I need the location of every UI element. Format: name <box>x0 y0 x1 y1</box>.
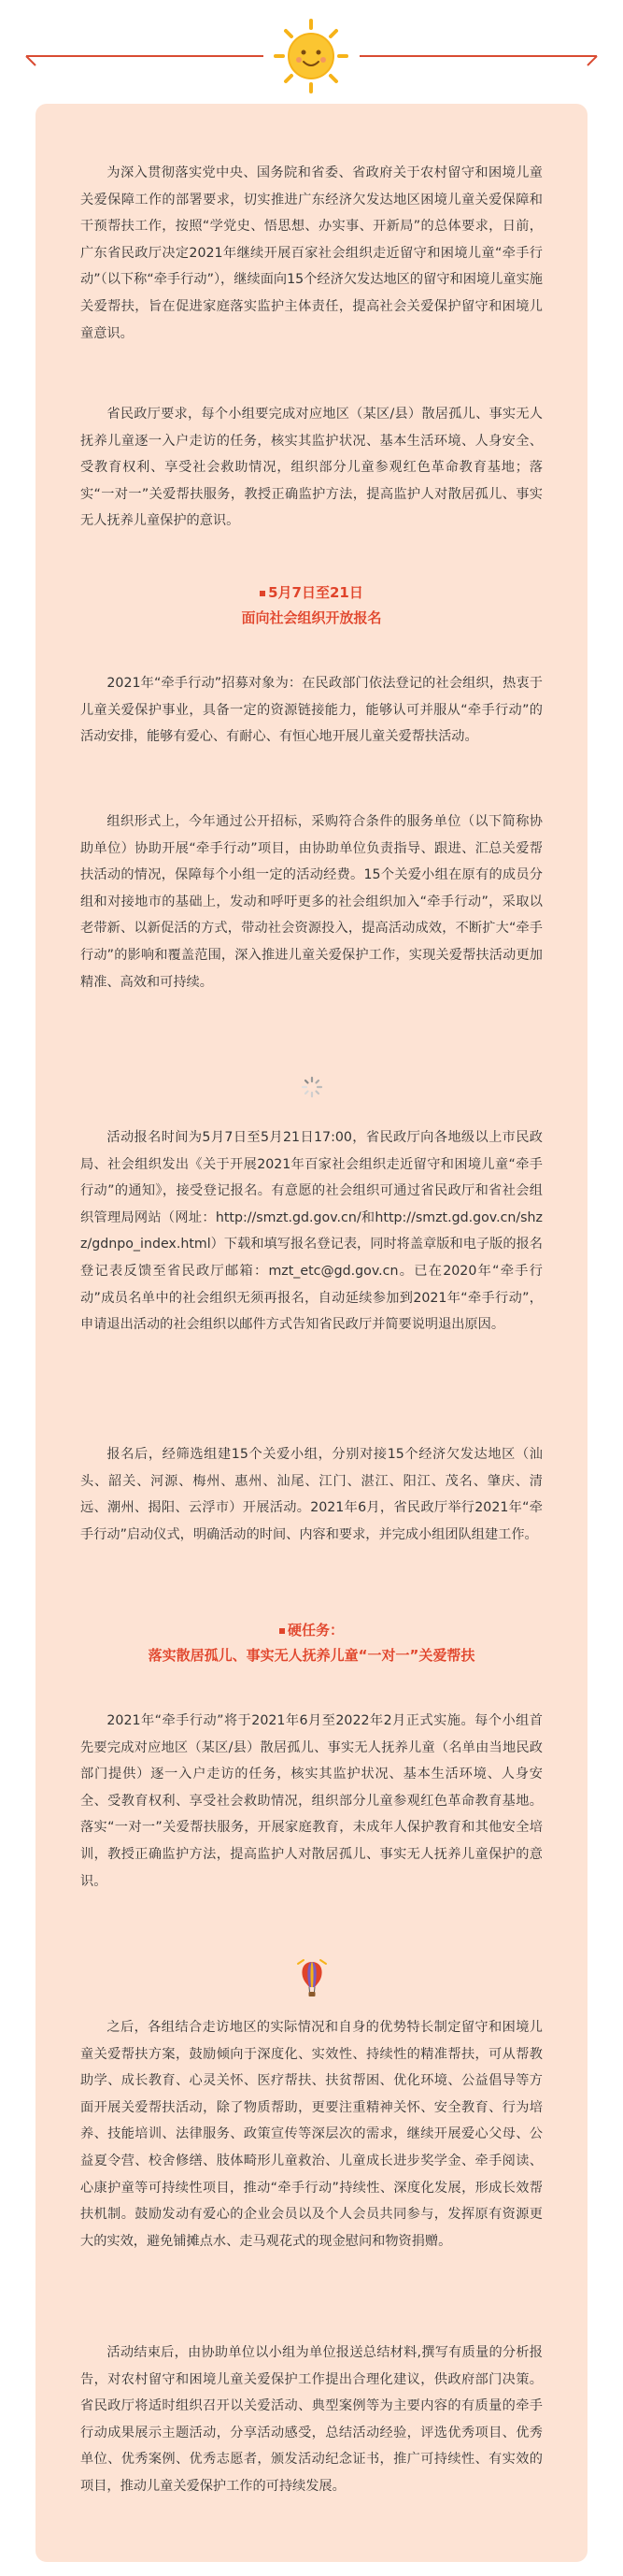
paragraph-recruitment: 2021年“牵手行动”招募对象为：在民政部门依法登记的社会组织，热衷于儿童关爱保护事业，具备一定的资源链接能力，能够认可并服从“牵手行动”的活动安排，能够有爱心、有耐心、有恒心地开展儿童关爱帮扶活动。 <box>80 676 543 745</box>
paragraph-organization: 组织形式上，今年通过公开招标，采购符合条件的服务单位（以下简称协助单位）协助开展“牵手行动”项目，由协助单位负责指导、跟进、汇总关爱帮扶活动的情况，保障每个小组一定的活动经费。15个关爱小组在原有的成员分组和对接地市的基础上，发动和呼吁更多的社会组织加入“牵手行动”，采取以老带新、以新促活的方式，带动社会资源投入，提高活动成效，不断扩大“牵手行动”的影响和覆盖范围，深入推进儿童关爱保护工作，实现关爱帮扶活动更加精准、高效和可持续。 <box>80 814 543 990</box>
paragraph-registration-details: 活动报名时间为5月7日至5月21日17:00，省民政厅向各地级以上市民政局、社会组织发出《关于开展2021年百家社会组织走近留守和困境儿童“牵手行动”的通知》，接受登记报名。有意愿的社会组织可通过省民政厅和省社会组织管理局网站（网址：http://smzt.gd.gov.cn/和http://smzt.gd.gov.cn/shzz/gdnpo_index.html）下载和填写报名登记表，同时将盖章版和电子版的报名登记表反馈至省民政厅邮箱：mzt_etc@gd.gov.cn。已在2020年“牵手行动”成员名单中的社会组织无须再报名，自动延续参加到2021年“牵手行动”，申请退出活动的社会组织以邮件方式告知省民政厅并简要说明退出原因。 <box>80 1130 543 1333</box>
heading-hard-task-subtitle: 落实散居孤儿、事实无人抚养儿童“一对一”关爱帮扶 <box>148 1647 475 1664</box>
header-left-line-hook <box>26 56 35 65</box>
heading-registration-subtitle: 面向社会组织开放报名 <box>241 609 382 626</box>
smiling-sun-icon <box>276 21 347 92</box>
paragraph-implementation: 2021年“牵手行动”将于2021年6月至2022年2月正式实施。每个小组首先要完成对应地区（某区/县）散居孤儿、事实无人抚养儿童（名单由当地民政部门提供）逐一入户走访的任务，核实其监护状况、基本生活环境、人身安全、受教育权利、享受社会救助情况，组织部分儿童参观红色革命教育基地。落实“一对一”关爱帮扶服务，开展家庭教育，未成年人保护教育和其他安全培训，教授正确监护方法，提高监护人对散居孤儿、事实无人抚养儿童保护的意识。 <box>80 1713 543 1889</box>
heading-registration-date-line <box>35 580 588 606</box>
heading-hard-task-label-line <box>35 1618 588 1643</box>
red-square-bullet-icon <box>260 591 265 596</box>
paragraph-assistance-plans: 之后，各组结合走访地区的实际情况和自身的优势特长制定留守和困境儿童关爱帮扶方案，鼓励倾向于深度化、实效性、持续性的精准帮扶，可从帮教助学、成长教育、心灵关怀、医疗帮扶、扶贫帮困、优化环境、公益倡导等方面开展关爱帮扶活动，除了物质帮助，更要注重精神关怀、安全教育、行为培养、技能培训、法律服务、政策宣传等深层次的需求，继续开展爱心父母、公益夏令营、校舍修缮、肢体畸形儿童救治、儿童成长进步奖学金、牵手阅读、心康护童等可持续性项目，推动“牵手行动”持续性、深度化发展，形成长效帮扶机制。鼓励发动有爱心的企业会员以及个人会员共同参与，发挥原有资源更大的实效，避免铺摊点水、走马观花式的现金慰问和物资捐赠。 <box>80 2020 543 2249</box>
heading-hard-task-label: 硬任务： <box>287 1622 344 1639</box>
red-square-bullet-icon <box>279 1628 285 1634</box>
hot-air-balloon-icon <box>294 1958 330 1999</box>
heading-registration-period <box>35 580 588 631</box>
paragraph-summary: 活动结束后，由协助单位以小组为单位报送总结材料,撰写有质量的分析报告，对农村留守和困境儿童关爱保护工作提出合理化建议，供政府部门决策。省民政厅将适时组织召开以关爱活动、典型案例等为主要内容的有质量的牵手行动成果展示主题活动，分享活动感受，总结活动经验，评选优秀项目、优秀单位、优秀案例、优秀志愿者，颁发活动纪念证书，推广可持续性、有实效的项目，推动儿童关爱保护工作的可持续发展。 <box>80 2345 543 2494</box>
header-decoration <box>0 0 623 93</box>
loading-spinner-icon <box>301 1076 323 1098</box>
header-right-line-hook <box>588 56 597 65</box>
heading-registration-date: 5月7日至21日 <box>268 584 363 601</box>
paragraph-requirements: 省民政厅要求，每个小组要完成对应地区（某区/县）散居孤儿、事实无人抚养儿童逐一入户走访的任务，核实其监护状况、基本生活环境、人身安全、受教育权利、享受社会救助情况，组织部分儿童参观红色革命教育基地；落实“一对一”关爱帮扶服务，教授正确监护方法，提高监护人对散居孤儿、事实无人抚养儿童保护的意识。 <box>80 407 543 529</box>
paragraph-groups: 报名后，经筛选组建15个关爱小组，分别对接15个经济欠发达地区（汕头、韶关、河源、梅州、惠州、汕尾、江门、湛江、阳江、茂名、肇庆、清远、潮州、揭阳、云浮市）开展活动。2021年6月，省民政厅举行2021年“牵手行动”启动仪式，明确活动的时间、内容和要求，并完成小组团队组建工作。 <box>80 1447 543 1542</box>
paragraph-intro: 为深入贯彻落实党中央、国务院和省委、省政府关于农村留守和困境儿童关爱保障工作的部署要求，切实推进广东经济欠发达地区困境儿童关爱保障和干预帮扶工作，按照“学党史、悟思想、办实事、开新局”的总体要求，日前，广东省民政厅决定2021年继续开展百家社会组织走近留守和困境儿童“牵手行动”（以下称“牵手行动”），继续面向15个经济欠发达地区的留守和困境儿童实施关爱帮扶，旨在促进家庭落实监护主体责任，提高社会关爱保护留守和困境儿童意识。 <box>80 165 543 341</box>
heading-hard-task <box>35 1618 588 1668</box>
